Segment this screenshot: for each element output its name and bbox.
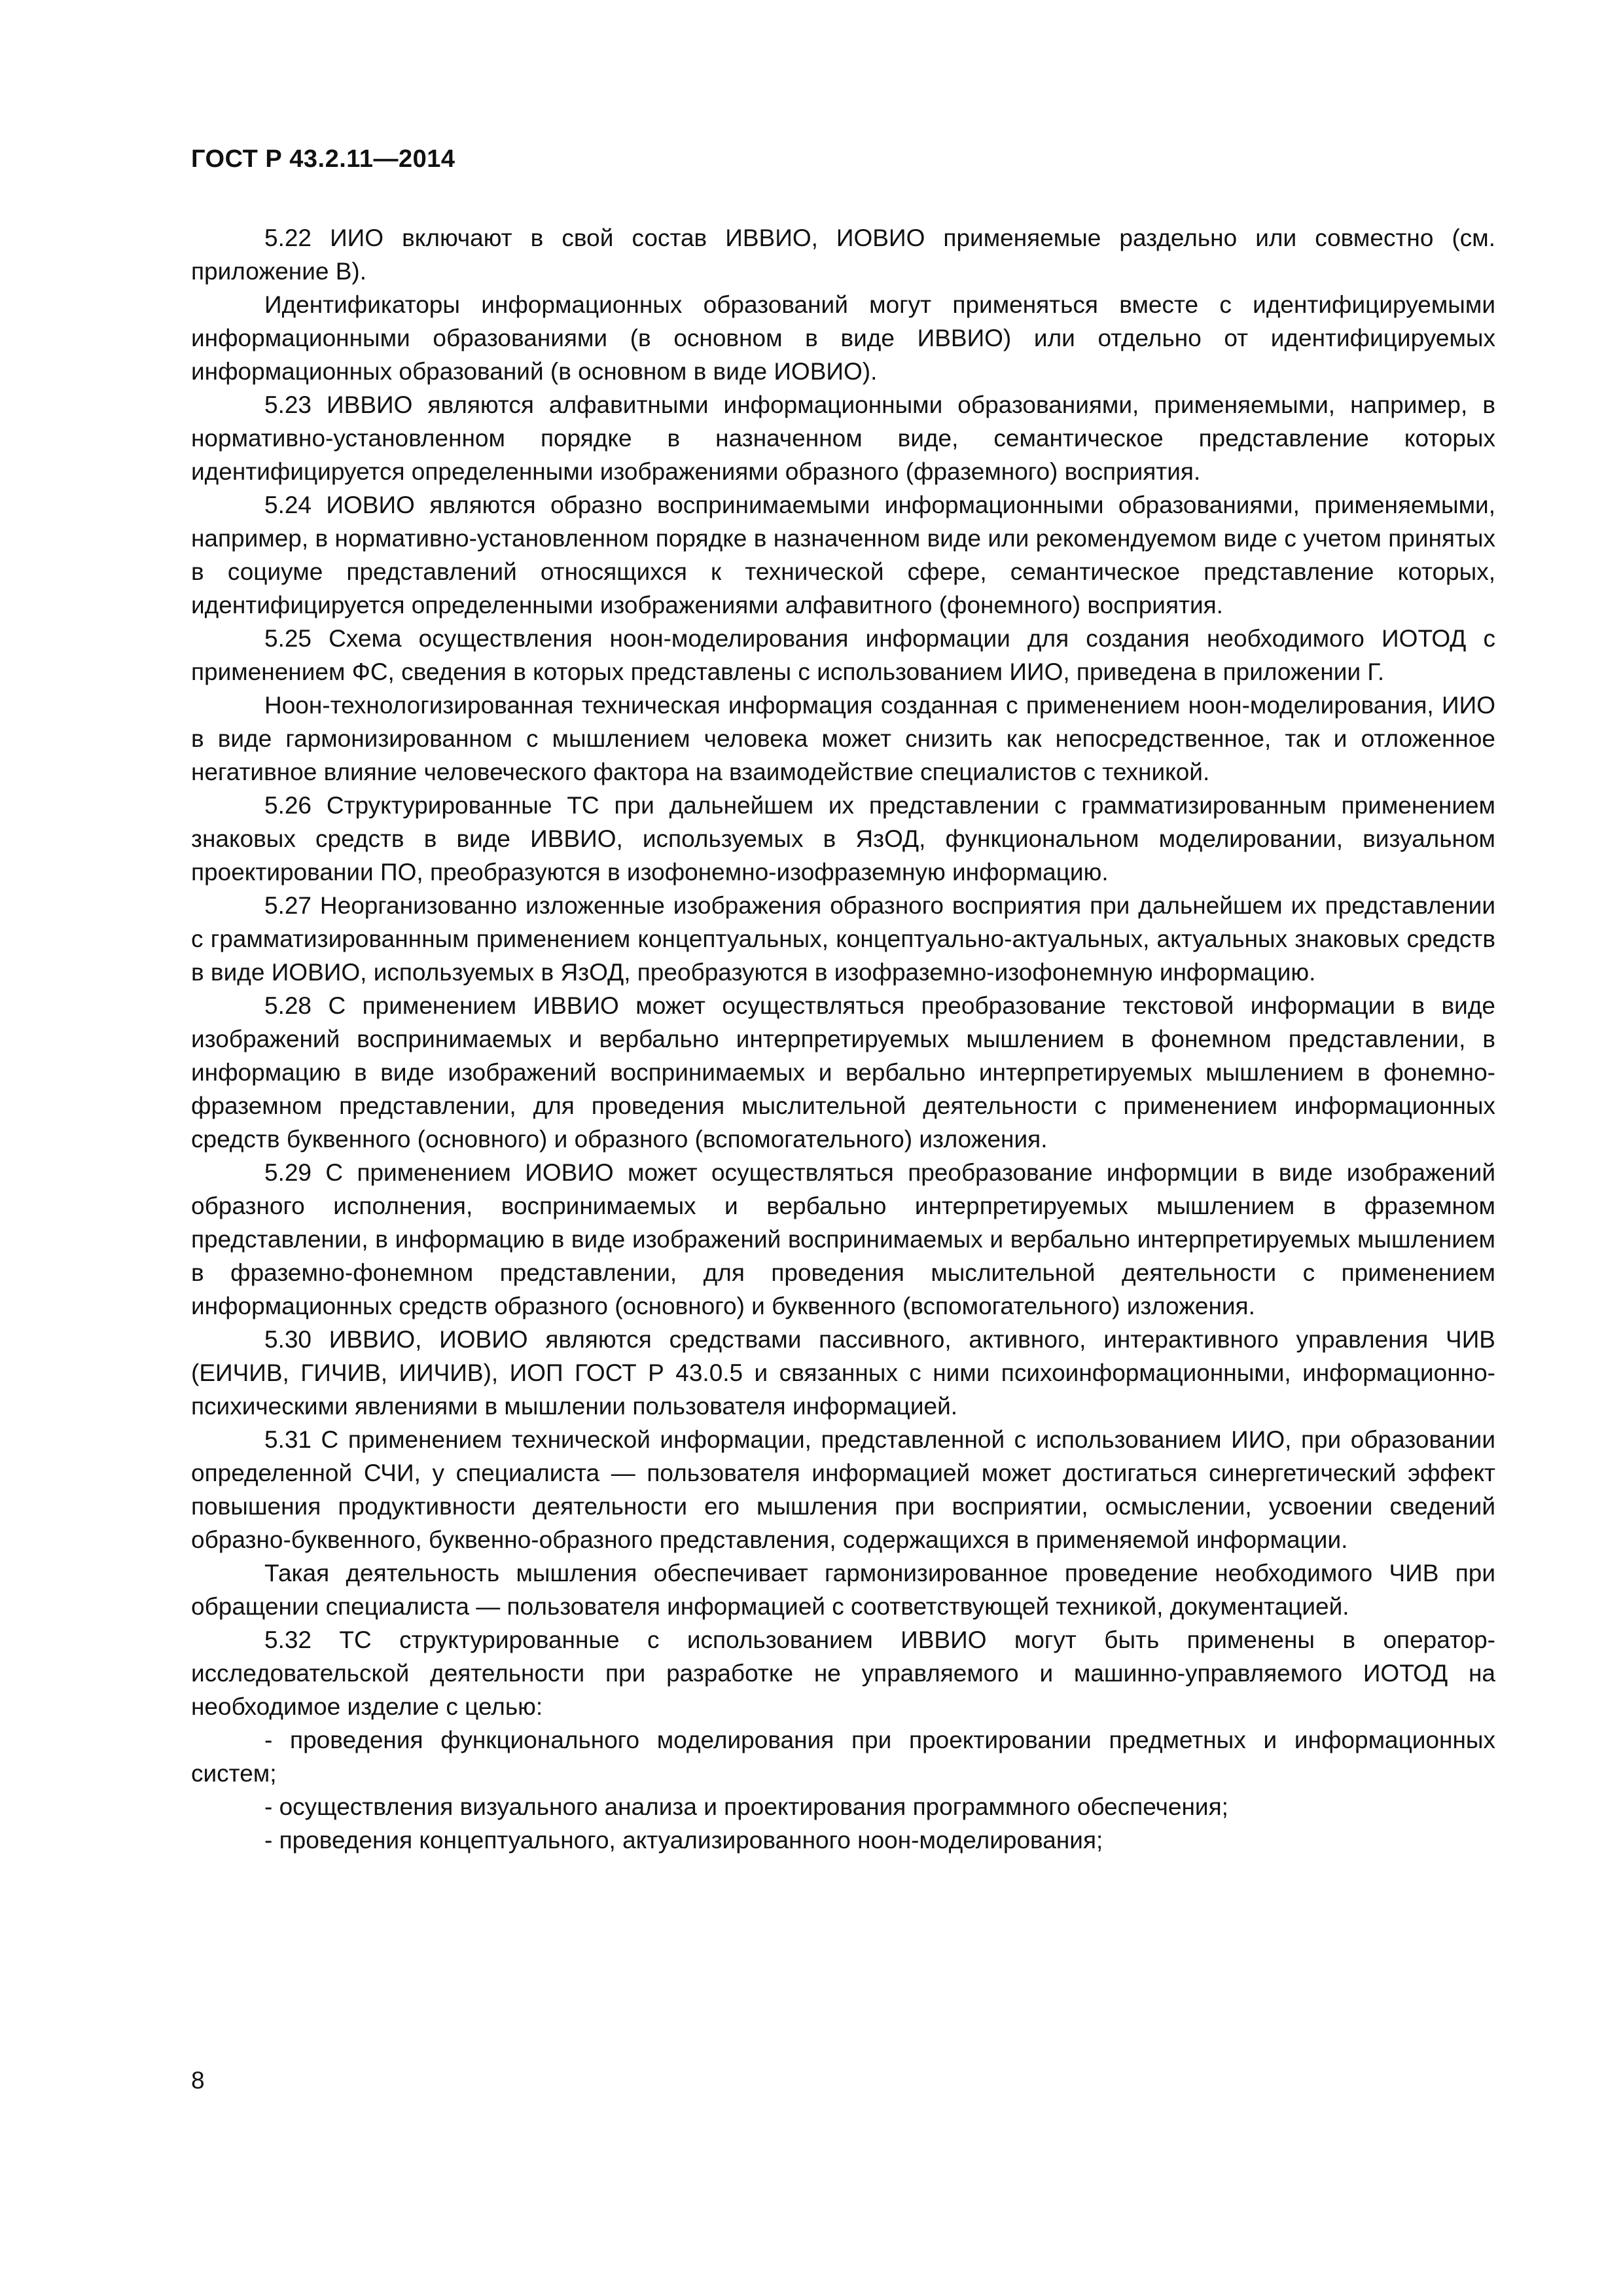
- paragraph: 5.28 С применением ИВВИО может осуществляться преобразование текстовой информации в виде изображений воспринимаемых и вербально интерпретируемых мышлением в фонемном представлении, в информацию в виде изображений воспринимаемых и вербально интерпретируемых мышлением в фонемно-фраземном представлении, для проведения мыслительной деятельности с применением информационных средств буквенного (основного) и образного (вспомогательного) изложения.: [191, 992, 1495, 1153]
- paragraph: 5.29 С применением ИОВИО может осуществляться преобразование информции в виде изображений образного исполнения, воспринимаемых и вербально интерпретируемых мышлением в фраземном представлении, в информацию в виде изображений воспринимаемых и вербально интерпретируемых мышлением в фраземно-фонемном представлении, для проведения мыслительной деятельности с применением информационных средств образного (основного) и буквенного (вспомогательного) изложения.: [191, 1159, 1495, 1319]
- list-item: - проведения концептуального, актуализированного ноон-моделирования;: [264, 1827, 1103, 1854]
- document-code-header: ГОСТ Р 43.2.11—2014: [191, 145, 455, 173]
- list-item: - проведения функционального моделирования при проектировании предметных и информационных систем;: [191, 1727, 1495, 1787]
- paragraph: 5.30 ИВВИО, ИОВИО являются средствами пассивного, активного, интерактивного управления ЧИВ (ЕИЧИВ, ГИЧИВ, ИИЧИВ), ИОП ГОСТ Р 43.0.5 и связанных с ними психоинформационными, информационно-психическими явлениями в мышлении пользователя информацией.: [191, 1326, 1495, 1420]
- paragraph: 5.27 Неорганизованно изложенные изображения образного восприятия при дальнейшем их представлении с грамматизированнным применением концептуальных, концептуально-актуальных, актуальных знаковых средств в виде ИОВИО, используемых в ЯзОД, преобразуются в изофраземно-изофонемную информацию.: [191, 892, 1495, 986]
- paragraph: Идентификаторы информационных образований могут применяться вместе с идентифицируемыми информационными образованиями (в основном в виде ИВВИО) или отдельно от идентифицируемых информационных образований (в основном в виде ИОВИО).: [191, 291, 1495, 385]
- paragraph: 5.22 ИИО включают в свой состав ИВВИО, ИОВИО применяемые раздельно или совместно (см. приложение В).: [191, 224, 1495, 285]
- list-item: - осуществления визуального анализа и проектирования программного обеспечения;: [264, 1793, 1228, 1820]
- paragraph: Такая деятельность мышления обеспечивает гармонизированное проведение необходимого ЧИВ при обращении специалиста — пользователя информацией с соответствующей техникой, документацией.: [191, 1560, 1495, 1620]
- paragraph: 5.32 ТС структурированные с использованием ИВВИО могут быть применены в оператор-исследовательской деятельности при разработке не управляемого и машинно-управляемого ИОТОД на необходимое изделие с целью:: [191, 1626, 1495, 1720]
- paragraph: 5.31 С применением технической информации, представленной с использованием ИИО, при образовании определенной СЧИ, у специалиста — пользователя информацией может достигаться синергетический эффект повышения продуктивности деятельности его мышления при восприятии, осмыслении, усвоении сведений образно-буквенного, буквенно-образного представления, содержащихся в применяемой информации.: [191, 1426, 1495, 1553]
- paragraph: Ноон-технологизированная техническая информация созданная с применением ноон-моделирования, ИИО в виде гармонизированном с мышлением человека может снизить как непосредственное, так и отложенное негативное влияние человеческого фактора на взаимодействие специалистов с техникой.: [191, 692, 1495, 785]
- paragraph: 5.25 Схема осуществления ноон-моделирования информации для создания необходимого ИОТОД с применением ФС, сведения в которых представлены с использованием ИИО, приведена в приложении Г.: [191, 625, 1495, 685]
- paragraph: 5.26 Структурированные ТС при дальнейшем их представлении с грамматизированным применением знаковых средств в виде ИВВИО, используемых в ЯзОД, функциональном моделировании, визуальном проектировании ПО, преобразуются в изофонемно-изофраземную информацию.: [191, 792, 1495, 886]
- paragraph: 5.23 ИВВИО являются алфавитными информационными образованиями, применяемыми, например, в нормативно-установленном порядке в назначенном виде, семантическое представление которых идентифицируется определенными изображениями образного (фраземного) восприятия.: [191, 391, 1495, 485]
- paragraph: 5.24 ИОВИО являются образно воспринимаемыми информационными образованиями, применяемыми, например, в нормативно-установленном порядке в назначенном виде или рекомендуемом виде с учетом принятых в социуме представлений относящихся к технической сфере, семантическое представление которых, идентифицируется определенными изображениями алфавитного (фонемного) восприятия.: [191, 492, 1495, 619]
- page-number: 8: [191, 2067, 205, 2094]
- document-body: [191, 221, 1495, 1857]
